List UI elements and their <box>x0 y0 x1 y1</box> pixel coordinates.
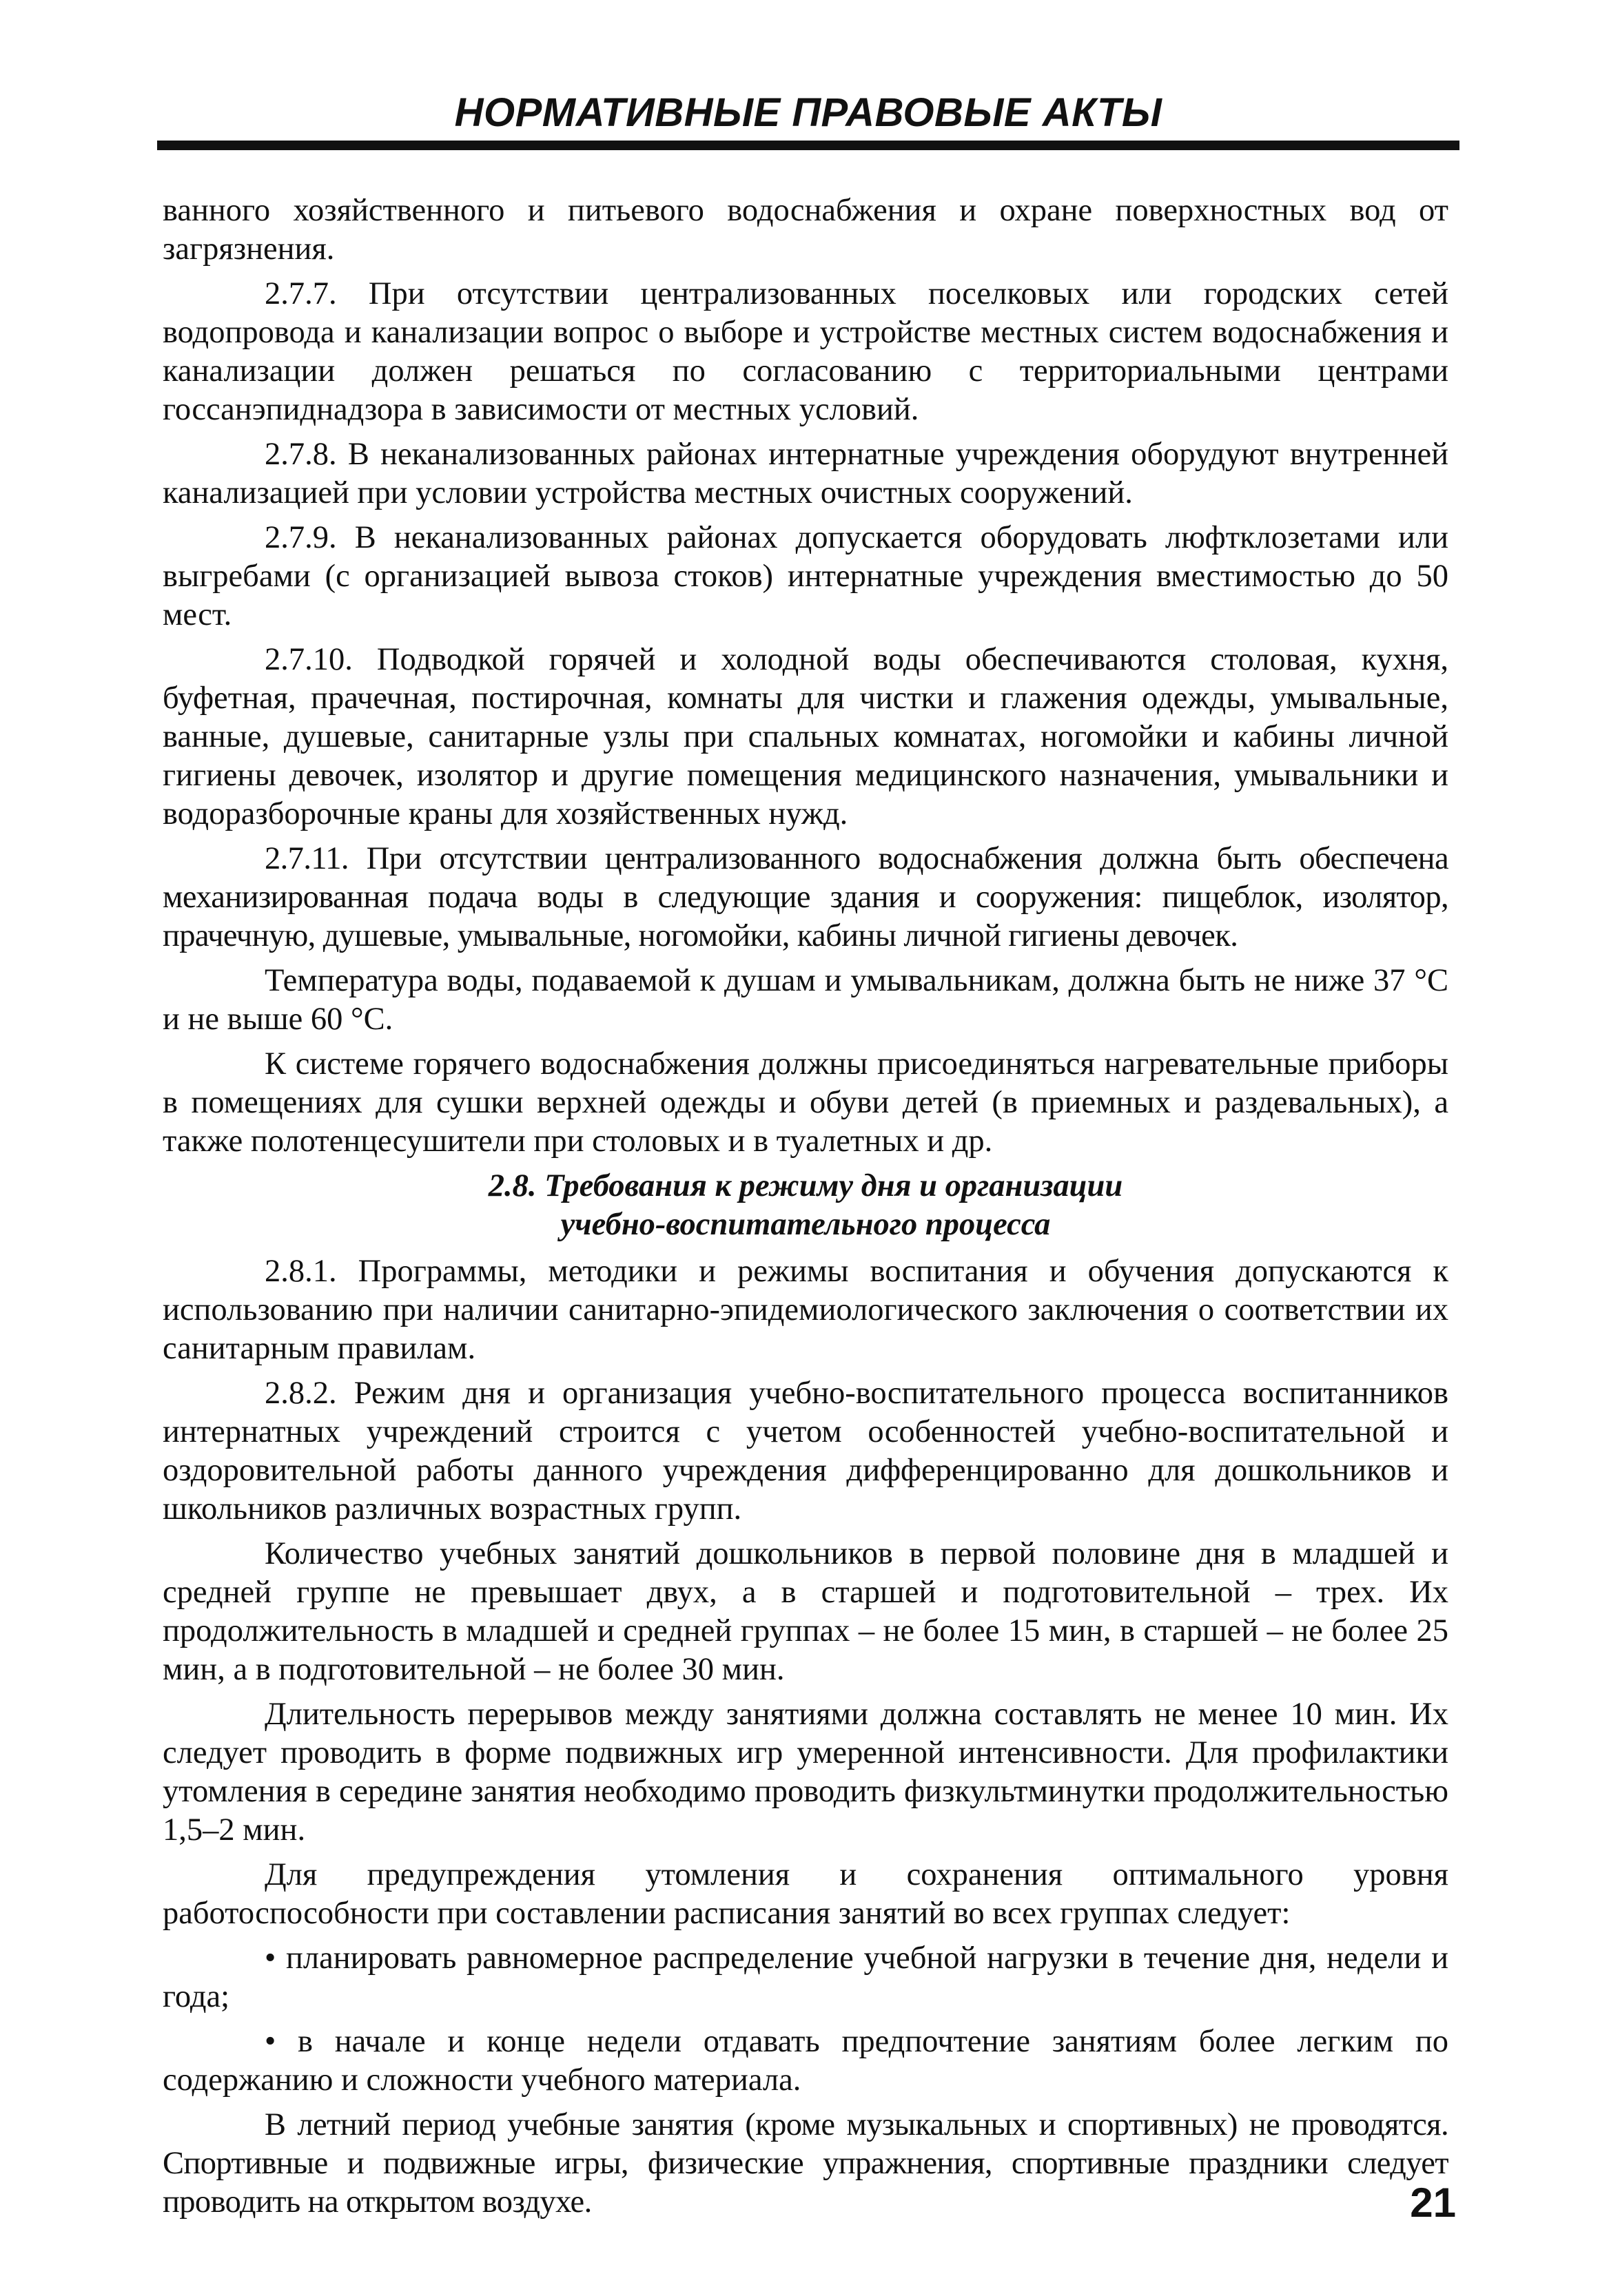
page-header <box>157 91 1459 150</box>
paragraph-2-8-2: 2.8.2. Режим дня и организация учебно-воспитательного процесса воспитанников интернатных учреждений строится с учетом особенностей учебно-воспитательной и оздоровительной работы данного учреждения дифференцированно для дошкольников и школьников различных возрастных групп. <box>163 1376 1448 1527</box>
paragraph-2-7-9: 2.7.9. В неканализованных районах допускается оборудовать люфтклозетами или выгребами (с организацией вывоза стоков) интернатные учреждения вместимостью до 50 мест. <box>163 520 1448 632</box>
bullet-item-even-load: • планировать равномерное распределение учебной нагрузки в течение дня, недели и года; <box>163 1941 1448 2014</box>
paragraph-lesson-count: Количество учебных занятий дошкольников в первой половине дня в младшей и средней группе не превышает двух, а в старшей и подготовительной – трех. Их продолжительность в младшей и средней группах – не более 15 мин, в старшей – не более 25 мин, а в подготовительной – не более 30 мин. <box>163 1536 1448 1687</box>
paragraph-breaks-duration: Длительность перерывов между занятиями должна составлять не менее 10 мин. Их следует проводить в форме подвижных игр умеренной интенсивности. Для профилактики утомления в середине занятия необходимо проводить физкультминутки продолжительностью 1,5–2 мин. <box>163 1697 1448 1848</box>
running-header-title: НОРМАТИВНЫЕ ПРАВОВЫЕ АКТЫ <box>454 90 1162 135</box>
bullet-item-week-start-end: • в начале и конце недели отдавать предпочтение занятиям более легким по содержанию и сложности учебного материала. <box>163 2024 1448 2098</box>
paragraph-hot-water-system: К системе горячего водоснабжения должны присоединяться нагревательные приборы в помещениях для сушки верхней одежды и обуви детей (в приемных и раздевальных), а также полотенцесушители при столовых и в туалетных и др. <box>163 1046 1448 1159</box>
section-heading-line-2: учебно-воспитательного процесса <box>560 1207 1051 1242</box>
page-number: 21 <box>1410 2180 1456 2226</box>
document-body <box>163 192 1448 2228</box>
paragraph-summer-period: В летний период учебные занятия (кроме музыкальных и спортивных) не проводятся. Спортивные и подвижные игры, физические упражнения, спортивные праздники следует проводить на открытом воздухе. <box>163 2107 1448 2220</box>
header-rule <box>157 141 1459 150</box>
paragraph-2-7-10: 2.7.10. Подводкой горячей и холодной воды обеспечиваются столовая, кухня, буфетная, прачечная, постирочная, комнаты для чистки и глажения одежды, умывальные, ванные, душевые, санитарные узлы при спальных комнатах, ногомойки и кабины личной гигиены девочек, изолятор и другие помещения медицинского назначения, умывальники и водоразборочные краны для хозяйственных нужд. <box>163 642 1448 831</box>
paragraph-2-8-1: 2.8.1. Программы, методики и режимы воспитания и обучения допускаются к использованию при наличии санитарно-эпидемиологического заключения о соответствии их санитарным правилам. <box>163 1254 1448 1366</box>
paragraph-2-7-11: 2.7.11. При отсутствии централизованного водоснабжения должна быть обеспечена механизированная подача воды в следующие здания и сооружения: пищеблок, изолятор, прачечную, душевые, умывальные, ногомойки, кабины личной гигиены девочек. <box>163 841 1448 953</box>
paragraph-2-7-7: 2.7.7. При отсутствии централизованных поселковых или городских сетей водопровода и канализации вопрос о выборе и устройстве местных систем водоснабжения и канализации должен решаться по согласованию с территориальными центрами госсанэпиднадзора в зависимости от местных условий. <box>163 276 1448 427</box>
paragraph-water-temperature: Температура воды, подаваемой к душам и умывальникам, должна быть не ниже 37 °С и не выше 60 °С. <box>163 963 1448 1037</box>
section-heading-line-1: 2.8. Требования к режиму дня и организации <box>488 1168 1123 1203</box>
section-heading-2-8 <box>163 1167 1448 1244</box>
paragraph-2-7-8: 2.7.8. В неканализованных районах интернатные учреждения оборудуют внутренней канализацией при условии устройства местных очистных сооружений. <box>163 437 1448 510</box>
paragraph-continuation: ванного хозяйственного и питьевого водоснабжения и охране поверхностных вод от загрязнения. <box>163 193 1448 267</box>
paragraph-fatigue-prevention: Для предупреждения утомления и сохранения оптимального уровня работоспособности при составлении расписания занятий во всех группах следует: <box>163 1857 1448 1931</box>
